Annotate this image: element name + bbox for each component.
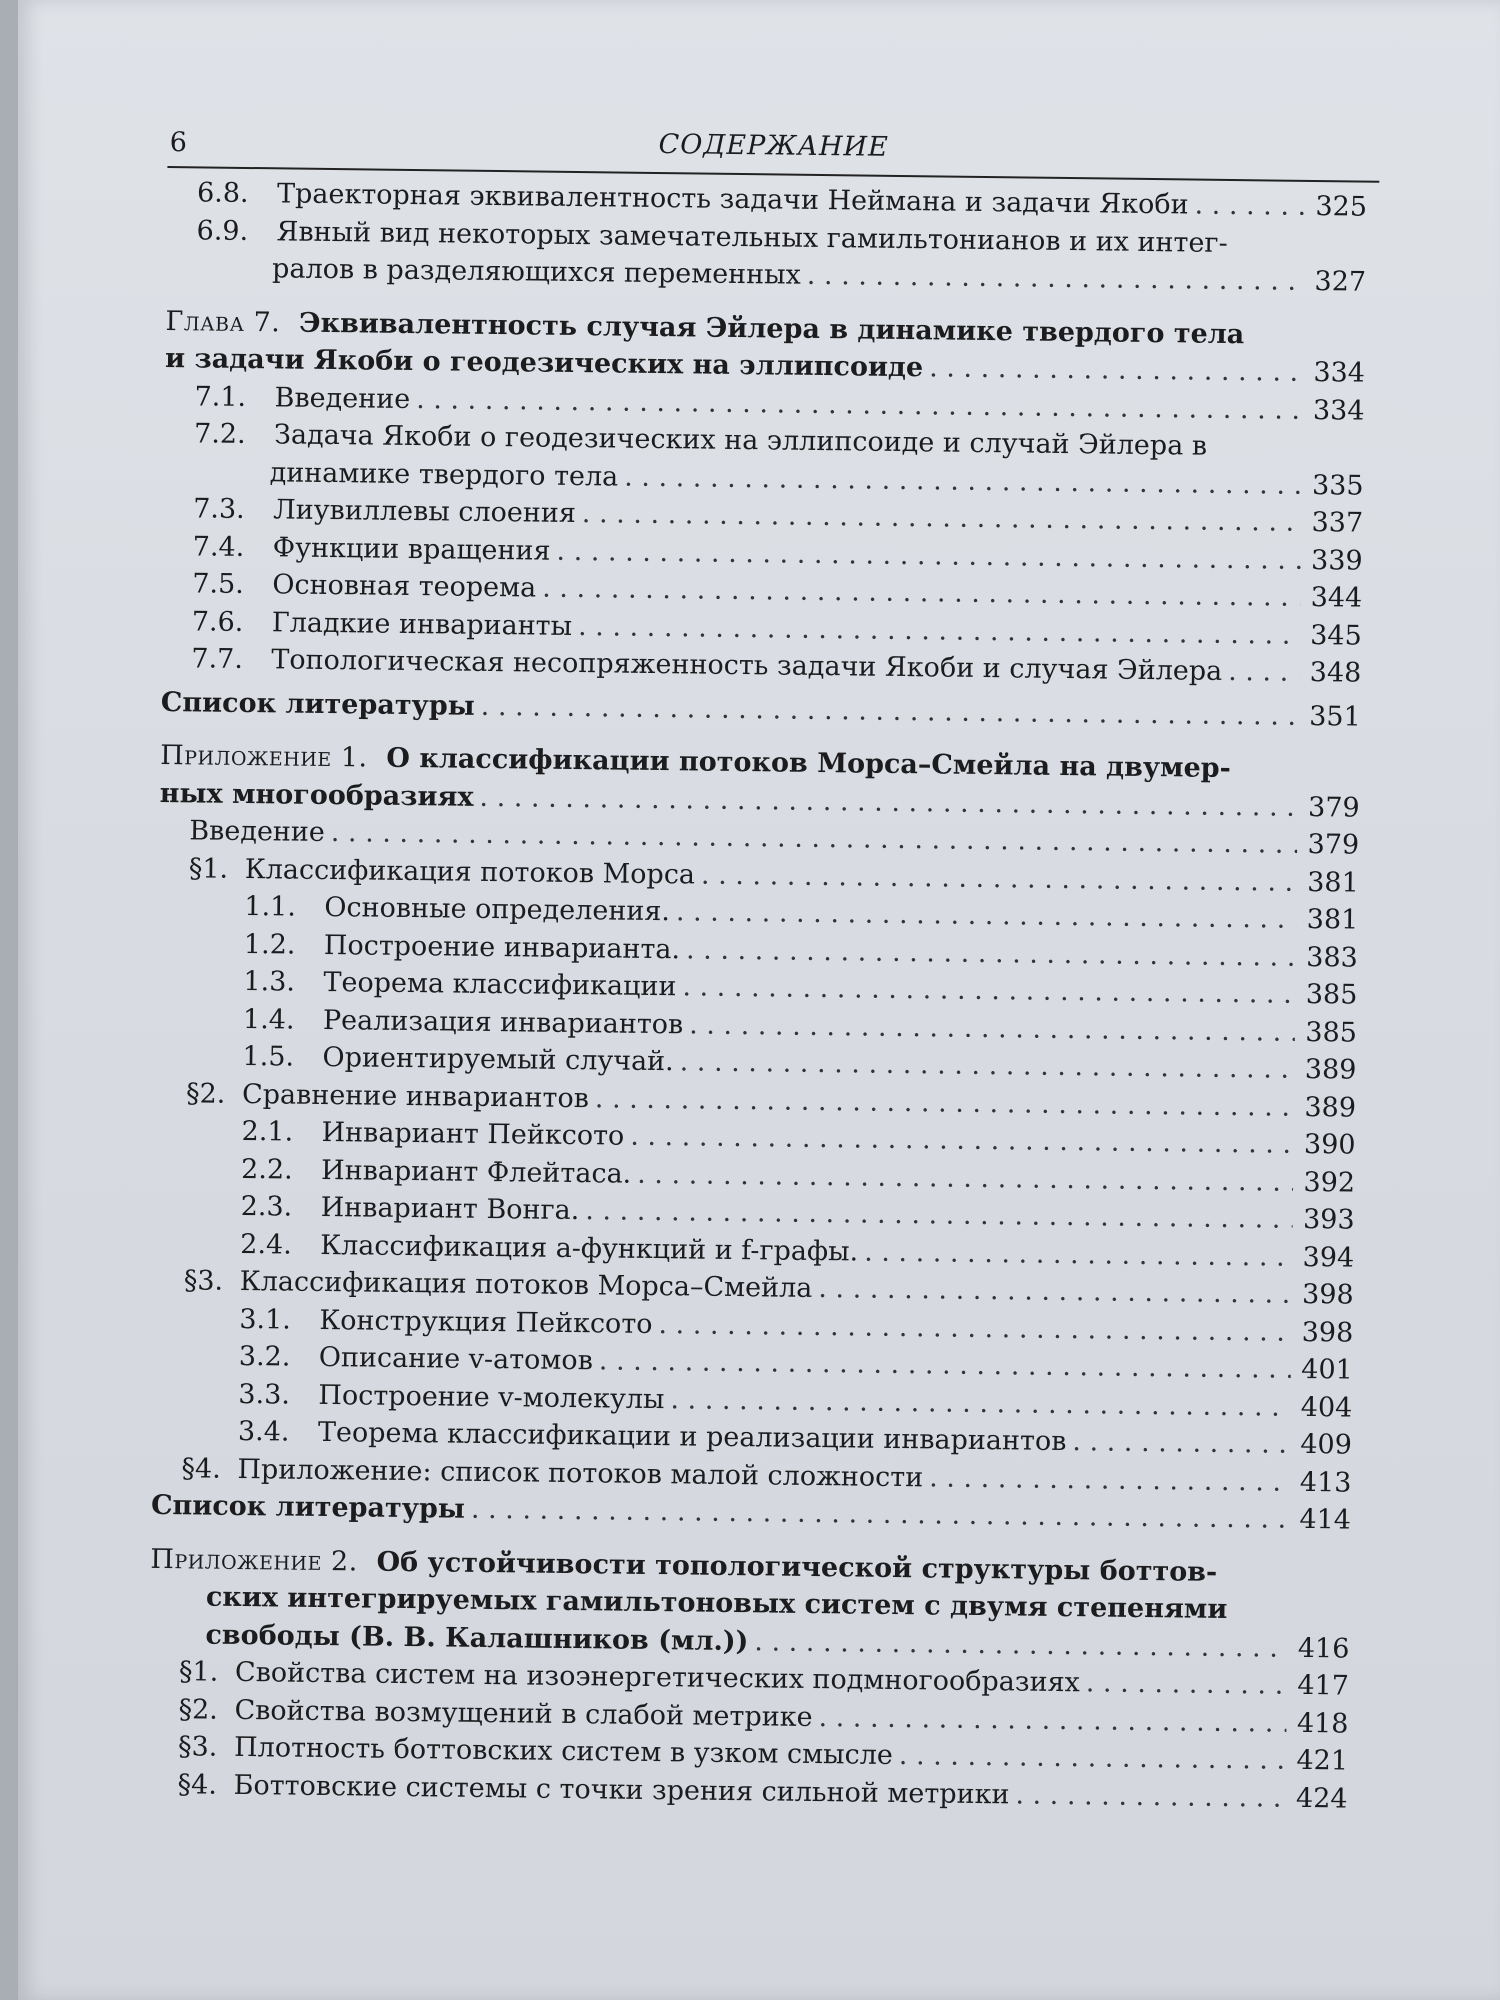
subsection-title: Инвариант Пейксото: [321, 1116, 625, 1152]
subsection-title: Инвариант Флейтаса.: [320, 1154, 632, 1190]
page-ref: 389: [1304, 1091, 1357, 1124]
page-ref: 337: [1311, 507, 1364, 539]
subsection-title: Ориентируемый случай.: [322, 1041, 674, 1078]
section-title: Траекторная эквивалентность задачи Неймана и задачи Якоби: [276, 178, 1189, 221]
leader-dots: [929, 349, 1303, 391]
section-title: Явный вид некоторых замечательных гамильтонианов и их интег-: [276, 215, 1228, 259]
page-ref: 417: [1297, 1669, 1350, 1702]
page-ref: 414: [1299, 1503, 1352, 1536]
leader-dots: [754, 1623, 1287, 1667]
page-ref: 416: [1297, 1632, 1350, 1665]
page-ref: 392: [1303, 1166, 1356, 1199]
chapter-title: Эквивалентность случая Эйлера в динамике твердого тела: [298, 307, 1245, 350]
appendix-title-cont: ских интегрируемых гамильтоновых систем с двумя степенями: [205, 1581, 1228, 1626]
page-ref: 334: [1313, 357, 1366, 389]
leader-dots: [807, 257, 1305, 301]
leader-dots: [818, 1699, 1286, 1742]
section-title: Задача Якоби о геодезических на эллипсоиде и случай Эйлера в: [273, 419, 1208, 462]
leader-dots: [818, 1270, 1292, 1313]
page-ref: 418: [1296, 1707, 1349, 1740]
table-of-contents: [147, 118, 1367, 1818]
page-ref: 335: [1311, 469, 1364, 502]
section-title: Свойства возмущений в слабой метрике: [234, 1694, 813, 1733]
page-ref: 379: [1307, 791, 1360, 824]
running-title: СОДЕРЖАНИЕ: [658, 128, 889, 163]
subsection-number: 2.4.: [240, 1228, 292, 1261]
page-ref: 398: [1301, 1316, 1354, 1349]
leader-dots: [929, 1459, 1290, 1501]
section-number: 7.5.: [192, 568, 245, 600]
appendix-label: Приложение 1.: [160, 739, 368, 774]
section-title: Введение: [274, 381, 411, 415]
section-title: Основная теорема: [272, 569, 537, 604]
subsection-title: Теорема классификации: [323, 966, 677, 1003]
section-number: 6.8.: [196, 177, 249, 209]
subsection-number: 2.3.: [240, 1190, 293, 1223]
section-number: §2.: [178, 1693, 219, 1726]
page-ref: 334: [1312, 394, 1365, 427]
section-number: §3.: [183, 1265, 224, 1297]
section-number: §1.: [188, 852, 229, 885]
page-ref: 393: [1302, 1203, 1355, 1236]
subsection-number: 3.3.: [238, 1378, 291, 1411]
page-ref: 325: [1315, 191, 1368, 223]
page-ref: 398: [1301, 1278, 1354, 1311]
book-page: [18, 0, 1500, 2000]
section-number: §1.: [178, 1656, 219, 1688]
section-title-cont: ралов в разделяющихся переменных: [271, 253, 802, 291]
appendix-title: Об устойчивости топологической структуры боттов-: [376, 1546, 1218, 1588]
page-ref: 379: [1307, 828, 1360, 861]
section-title: Приложение: список потоков малой сложности: [237, 1453, 924, 1493]
appendix-label: Приложение 2.: [150, 1543, 358, 1577]
page-ref: 390: [1303, 1128, 1356, 1161]
leader-dots: [1086, 1664, 1288, 1704]
bibliography-title: Список литературы: [150, 1489, 466, 1525]
section-title: Введение: [189, 815, 326, 848]
page-ref: 348: [1309, 656, 1362, 689]
page-ref: 394: [1302, 1241, 1355, 1274]
section-title: Гладкие инварианты: [271, 606, 573, 642]
subsection-number: 1.3.: [243, 965, 296, 998]
subsection-title: Описание v-атомов: [318, 1341, 594, 1377]
page-ref: 389: [1304, 1053, 1357, 1086]
page-ref: 383: [1306, 941, 1359, 974]
page-ref: 339: [1310, 544, 1363, 577]
book-spine-edge: [0, 0, 18, 2000]
bibliography-title: Список литературы: [160, 686, 475, 722]
section-title: Свойства систем на изоэнергетических подмногообразиях: [234, 1656, 1081, 1699]
subsection-title: Инвариант Вонга.: [320, 1191, 580, 1227]
section-number: 7.7.: [191, 643, 244, 675]
chapter-title-cont: и задачи Якоби о геодезических на эллипсоиде: [164, 342, 924, 384]
page-ref: 401: [1301, 1353, 1353, 1386]
subsection-number: 3.4.: [237, 1415, 290, 1448]
page-ref: 409: [1300, 1428, 1353, 1461]
subsection-title: Построение инварианта.: [323, 929, 681, 965]
subsection-title: Классификация a-функций и f-графы.: [320, 1229, 859, 1268]
page-ref: 344: [1310, 581, 1363, 614]
subsection-title: Теорема классификации и реализации инвариантов: [317, 1416, 1067, 1458]
subsection-number: 1.5.: [242, 1040, 295, 1073]
section-title: Классификация потоков Морса: [244, 853, 696, 890]
page-ref: 413: [1299, 1466, 1352, 1499]
section-number: 7.4.: [192, 530, 245, 563]
section-title: Плотность боттовских систем в узком смысле: [233, 1731, 894, 1771]
page-ref: 385: [1305, 978, 1358, 1011]
section-title: Топологическая несопряженность задачи Якоби и случая Эйлера: [271, 644, 1223, 687]
subsection-number: 1.2.: [243, 928, 296, 961]
section-number: 6.9.: [196, 214, 249, 247]
chapter-label: Глава 7.: [165, 305, 281, 338]
subsection-number: 1.1.: [244, 890, 297, 923]
section-number: 7.2.: [193, 418, 246, 450]
leader-dots: [1228, 653, 1300, 691]
subsection-number: 3.1.: [239, 1303, 292, 1336]
page-ref: 351: [1309, 700, 1361, 733]
subsection-title: Конструкция Пейксото: [319, 1304, 653, 1340]
page-ref: 404: [1300, 1391, 1353, 1424]
subsection-number: 1.4.: [242, 1003, 295, 1036]
section-number: §4.: [177, 1768, 218, 1801]
leader-dots: [864, 1233, 1292, 1276]
section-title: Боттовские системы с точки зрения сильной метрики: [233, 1769, 1010, 1810]
section-number: §4.: [181, 1452, 221, 1485]
subsection-number: 2.2.: [240, 1153, 293, 1186]
leader-dots: [1072, 1423, 1290, 1463]
subsection-number: 3.2.: [238, 1340, 291, 1373]
page-ref: 327: [1314, 266, 1367, 298]
section-title: Функции вращения: [272, 531, 551, 567]
page-ref: 381: [1306, 903, 1359, 936]
section-title: Сравнение инвариантов: [241, 1078, 590, 1114]
subsection-title: Реализация инвариантов: [322, 1004, 684, 1040]
section-number: §3.: [177, 1731, 218, 1763]
section-number: §2.: [185, 1077, 226, 1110]
appendix-title: О классификации потоков Морса–Смейла на двумер-: [386, 742, 1232, 785]
section-number: 7.3.: [193, 493, 245, 525]
leader-dots: [1194, 187, 1305, 226]
section-number: 7.1.: [194, 380, 247, 413]
subsection-number: 2.1.: [241, 1115, 294, 1148]
page-ref: 345: [1310, 619, 1362, 652]
appendix-title-cont: ных многообразиях: [159, 777, 474, 813]
section-number: 7.6.: [191, 605, 244, 638]
leader-dots: [1015, 1776, 1286, 1817]
subsection-title: Основные определения.: [324, 891, 671, 928]
subsection-title: Построение v-молекулы: [318, 1379, 665, 1415]
leader-dots: [899, 1737, 1287, 1779]
appendix-title-cont: свободы (В. В. Калашников (мл.)): [205, 1619, 749, 1657]
section-title: Классификация потоков Морса–Смейла: [239, 1265, 813, 1304]
page-ref: 424: [1295, 1782, 1348, 1815]
page-ref: 381: [1307, 866, 1359, 899]
section-title: Лиувиллевы слоения: [273, 494, 577, 530]
page-number: 6: [169, 127, 188, 159]
section-title-cont: динамике твердого тела: [269, 456, 619, 493]
page-ref: 385: [1305, 1016, 1358, 1049]
page-ref: 421: [1296, 1744, 1349, 1777]
